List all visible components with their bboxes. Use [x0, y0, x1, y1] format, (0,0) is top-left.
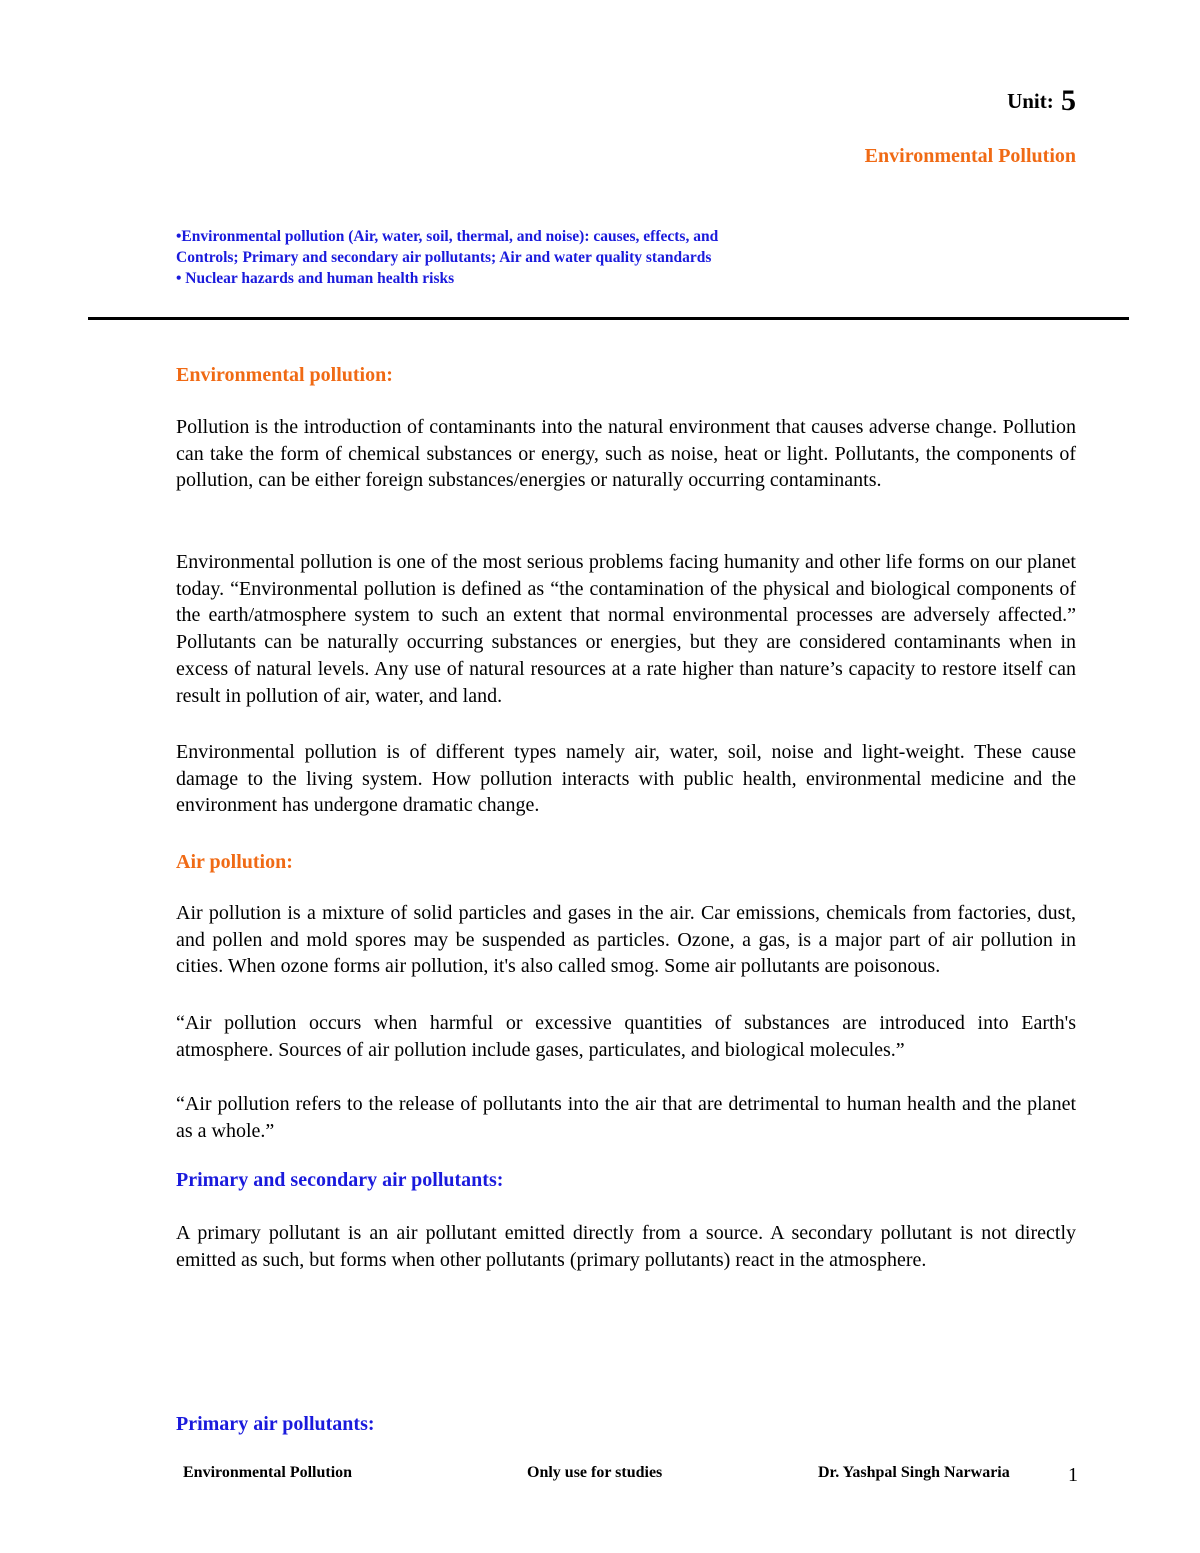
paragraph: Environmental pollution is of different types namely air, water, soil, noise and light-weight. These cause damage to the living system. How pollution interacts with public health, environmental medicine and the environment has undergone dramatic change.: [176, 741, 1076, 817]
paragraph: “Air pollution occurs when harmful or excessive quantities of substances are introduced into Earth's atmosphere. Sources of air pollution include gases, particulates, and biological molecules.”: [176, 1012, 1076, 1061]
paragraph: “Air pollution refers to the release of pollutants into the air that are detrimental to human health and the planet as a whole.”: [176, 1093, 1076, 1142]
topic-line: • Nuclear hazards and human health risks: [176, 270, 455, 287]
paragraph: A primary pollutant is an air pollutant emitted directly from a source. A secondary pollutant is not directly emitted as such, but forms when other pollutants (primary pollutants) react in the atmosphere.: [176, 1222, 1076, 1271]
unit-number: 5: [1061, 84, 1076, 117]
topics-list: [176, 226, 936, 289]
divider: [88, 317, 1129, 320]
topic-line: Controls; Primary and secondary air pollutants; Air and water quality standards: [176, 249, 712, 266]
section-heading-air-pollution: Air pollution:: [176, 851, 293, 873]
footer-left: Environmental Pollution: [183, 1464, 353, 1481]
unit-label: [1007, 84, 1076, 118]
section-heading-environmental-pollution: Environmental pollution:: [176, 364, 393, 386]
topic-line: •Environmental pollution (Air, water, soil, thermal, and noise): causes, effects, and: [176, 228, 719, 245]
section-heading-primary-air-pollutants: Primary air pollutants:: [176, 1413, 375, 1435]
footer-right: Dr. Yashpal Singh Narwaria: [818, 1464, 1010, 1481]
page-number: 1: [1068, 1464, 1078, 1486]
section-heading-primary-secondary: Primary and secondary air pollutants:: [176, 1169, 504, 1191]
paragraph: Environmental pollution is one of the most serious problems facing humanity and other life forms on our planet today. “Environmental pollution is defined as “the contamination of the physical and biological components of the earth/atmosphere system to such an extent that normal environmental processes are adversely affected.” Pollutants can be naturally occurring substances or energies, but they are considered contaminants when in excess of natural levels. Any use of natural resources at a rate higher than nature’s capacity to restore itself can result in pollution of air, water, and land.: [176, 551, 1076, 707]
footer-center: Only use for studies: [527, 1464, 663, 1481]
paragraph: Air pollution is a mixture of solid particles and gases in the air. Car emissions, chemicals from factories, dust, and pollen and mold spores may be suspended as particles. Ozone, a gas, is a major part of air pollution in cities. When ozone forms air pollution, it's also called smog. Some air pollutants are poisonous.: [176, 902, 1076, 978]
subject-title: Environmental Pollution: [864, 145, 1076, 167]
paragraph: Pollution is the introduction of contaminants into the natural environment that causes adverse change. Pollution can take the form of chemical substances or energy, such as noise, heat or light. Pollutants, the components of pollution, can be either foreign substances/energies or naturally occurring contaminants.: [176, 416, 1076, 492]
unit-label-text: Unit:: [1007, 89, 1054, 113]
